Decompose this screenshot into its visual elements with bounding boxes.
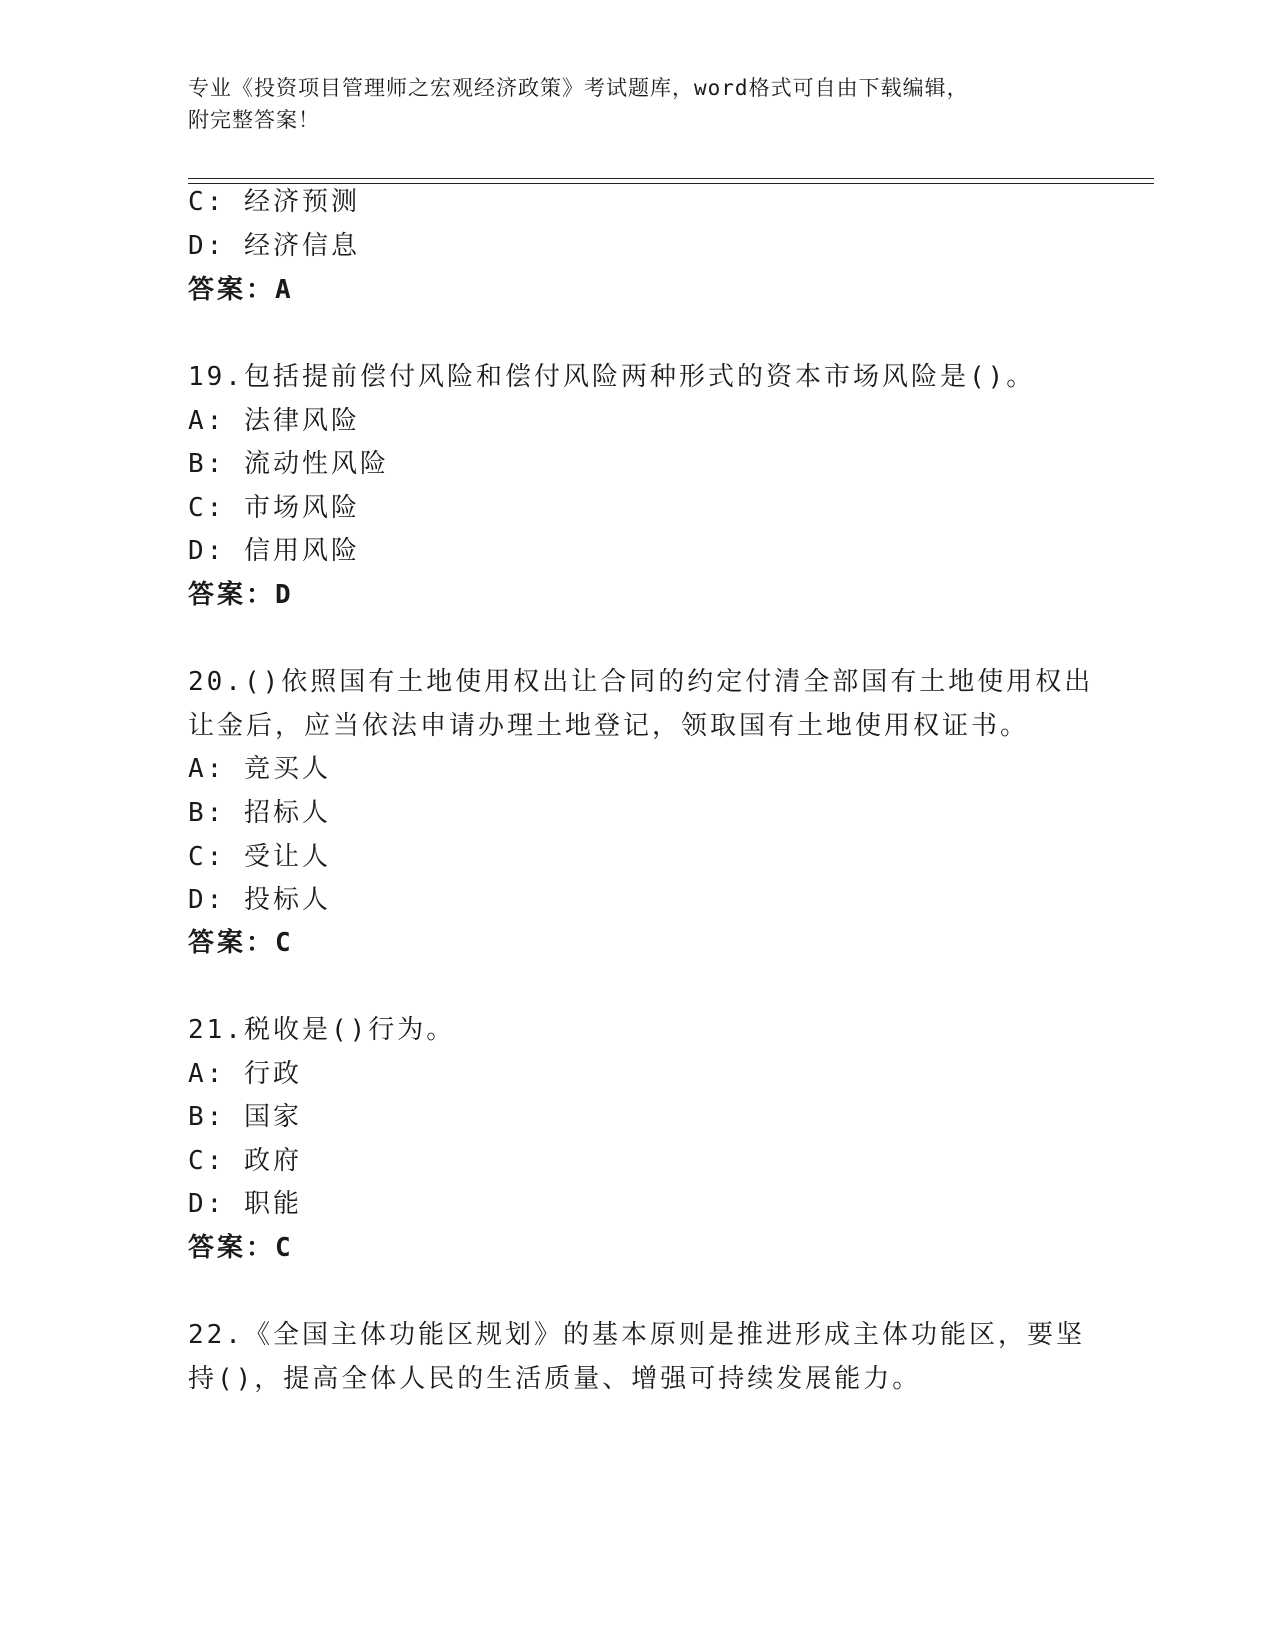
option-d: D: 经济信息 (188, 231, 360, 261)
option-a: A: 竞买人 (188, 754, 331, 784)
option-b: B: 流动性风险 (188, 449, 389, 479)
answer-line: 答案：C (188, 1233, 294, 1263)
question-stem-continued: 持()，提高全体人民的生活质量、增强可持续发展能力。 (188, 1364, 922, 1394)
option-c: C: 经济预测 (188, 187, 360, 217)
option-a: A: 法律风险 (188, 406, 360, 436)
option-d: D: 职能 (188, 1189, 302, 1219)
question-stem: 19.包括提前偿付风险和偿付风险两种形式的资本市场风险是()。 (188, 362, 1036, 392)
question-stem-continued: 让金后，应当依法申请办理土地登记，领取国有土地使用权证书。 (188, 711, 1030, 741)
header-line-2: 附完整答案！ (188, 108, 320, 132)
option-d: D: 信用风险 (188, 536, 360, 566)
answer-line: 答案：A (188, 275, 294, 305)
question-stem: 21.税收是()行为。 (188, 1015, 456, 1045)
option-c: C: 受让人 (188, 842, 331, 872)
option-c: C: 市场风险 (188, 493, 360, 523)
answer-line: 答案：C (188, 928, 294, 958)
option-a: A: 行政 (188, 1059, 302, 1089)
question-stem: 22.《全国主体功能区规划》的基本原则是推进形成主体功能区，要坚 (188, 1320, 1085, 1350)
question-stem: 20.()依照国有土地使用权出让合同的约定付清全部国有土地使用权出 (188, 667, 1094, 697)
answer-line: 答案：D (188, 580, 294, 610)
option-c: C: 政府 (188, 1146, 302, 1176)
header-line-1: 专业《投资项目管理师之宏观经济政策》考试题库，word格式可自由下载编辑， (188, 76, 969, 100)
option-b: B: 国家 (188, 1102, 302, 1132)
page-header (188, 72, 1088, 136)
option-d: D: 投标人 (188, 885, 331, 915)
option-b: B: 招标人 (188, 798, 331, 828)
